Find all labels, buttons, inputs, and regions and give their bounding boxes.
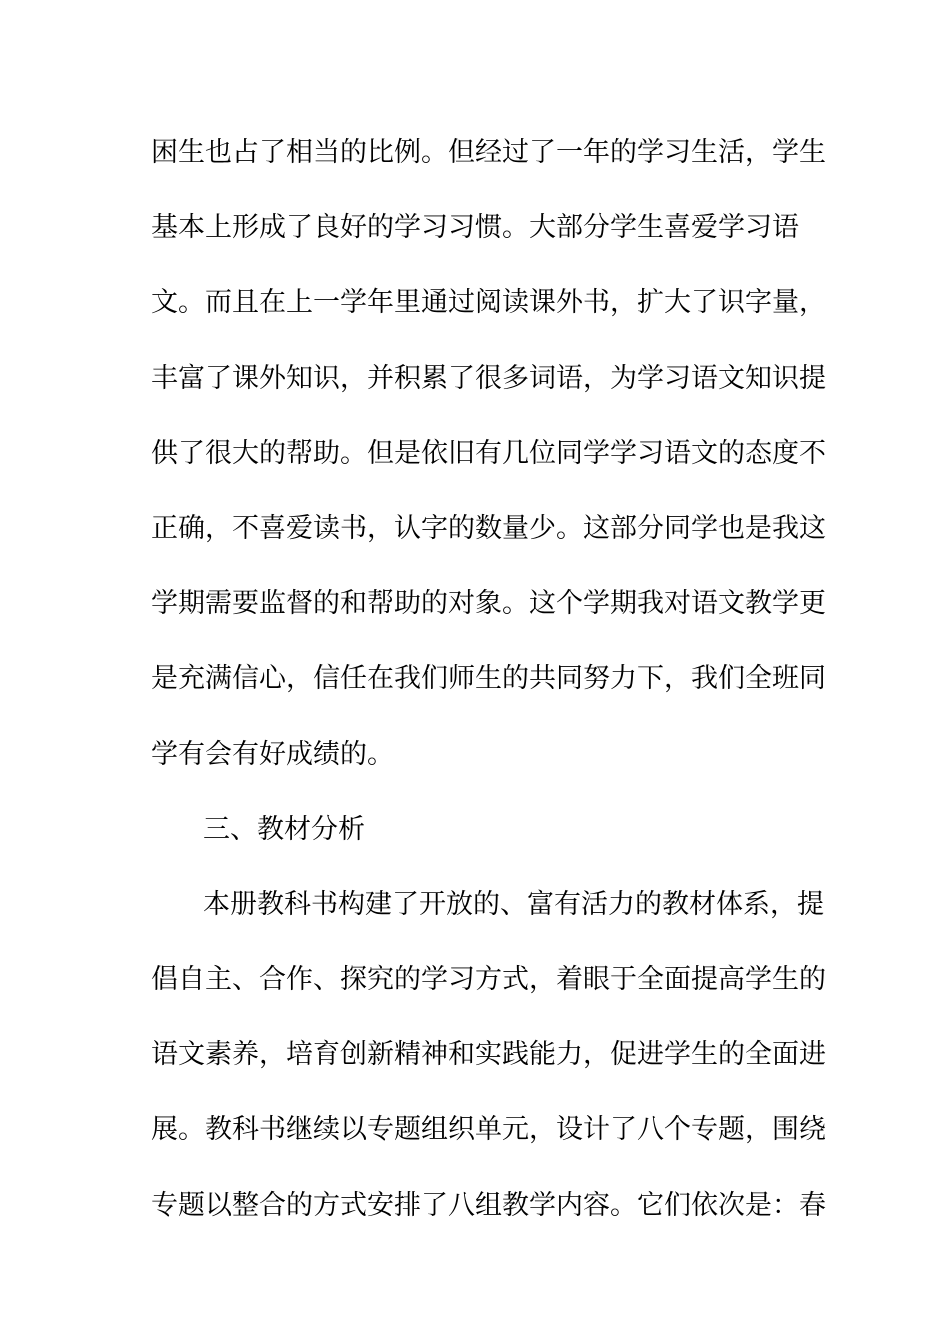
section-heading: 三、教材分析: [203, 813, 365, 845]
paragraph-line: 倡自主、合作、探究的学习方式，着眼于全面提高学生的: [151, 964, 826, 996]
paragraph-line: 专题以整合的方式安排了八组教学内容。它们依次是：春: [151, 1189, 826, 1221]
paragraph-line: 正确，不喜爱读书，认字的数量少。这部分同学也是我这: [151, 512, 826, 544]
paragraph-line: 文。而且在上一学年里通过阅读课外书，扩大了识字量，: [151, 287, 826, 319]
paragraph-line: 困生也占了相当的比例。但经过了一年的学习生活，学生: [151, 137, 826, 168]
document-body: [151, 130, 826, 1258]
paragraph-line: 基本上形成了良好的学习习惯。大部分学生喜爱学习语: [151, 212, 799, 244]
paragraph-line: 学期需要监督的和帮助的对象。这个学期我对语文教学更: [151, 588, 826, 620]
paragraph-line: 展。教科书继续以专题组织单元，设计了八个专题，围绕: [151, 1114, 826, 1146]
paragraph-line: 供了很大的帮助。但是依旧有几位同学学习语文的态度不: [151, 437, 826, 469]
paragraph-line: 学有会有好成绩的。: [151, 738, 394, 770]
paragraph-line: 是充满信心，信任在我们师生的共同努力下，我们全班同: [151, 663, 826, 695]
paragraph-line: 丰富了课外知识，并积累了很多词语，为学习语文知识提: [151, 362, 826, 394]
paragraph-line: 本册教科书构建了开放的、富有活力的教材体系，提: [203, 888, 824, 920]
paragraph-line: 语文素养，培育创新精神和实践能力，促进学生的全面进: [151, 1039, 826, 1071]
